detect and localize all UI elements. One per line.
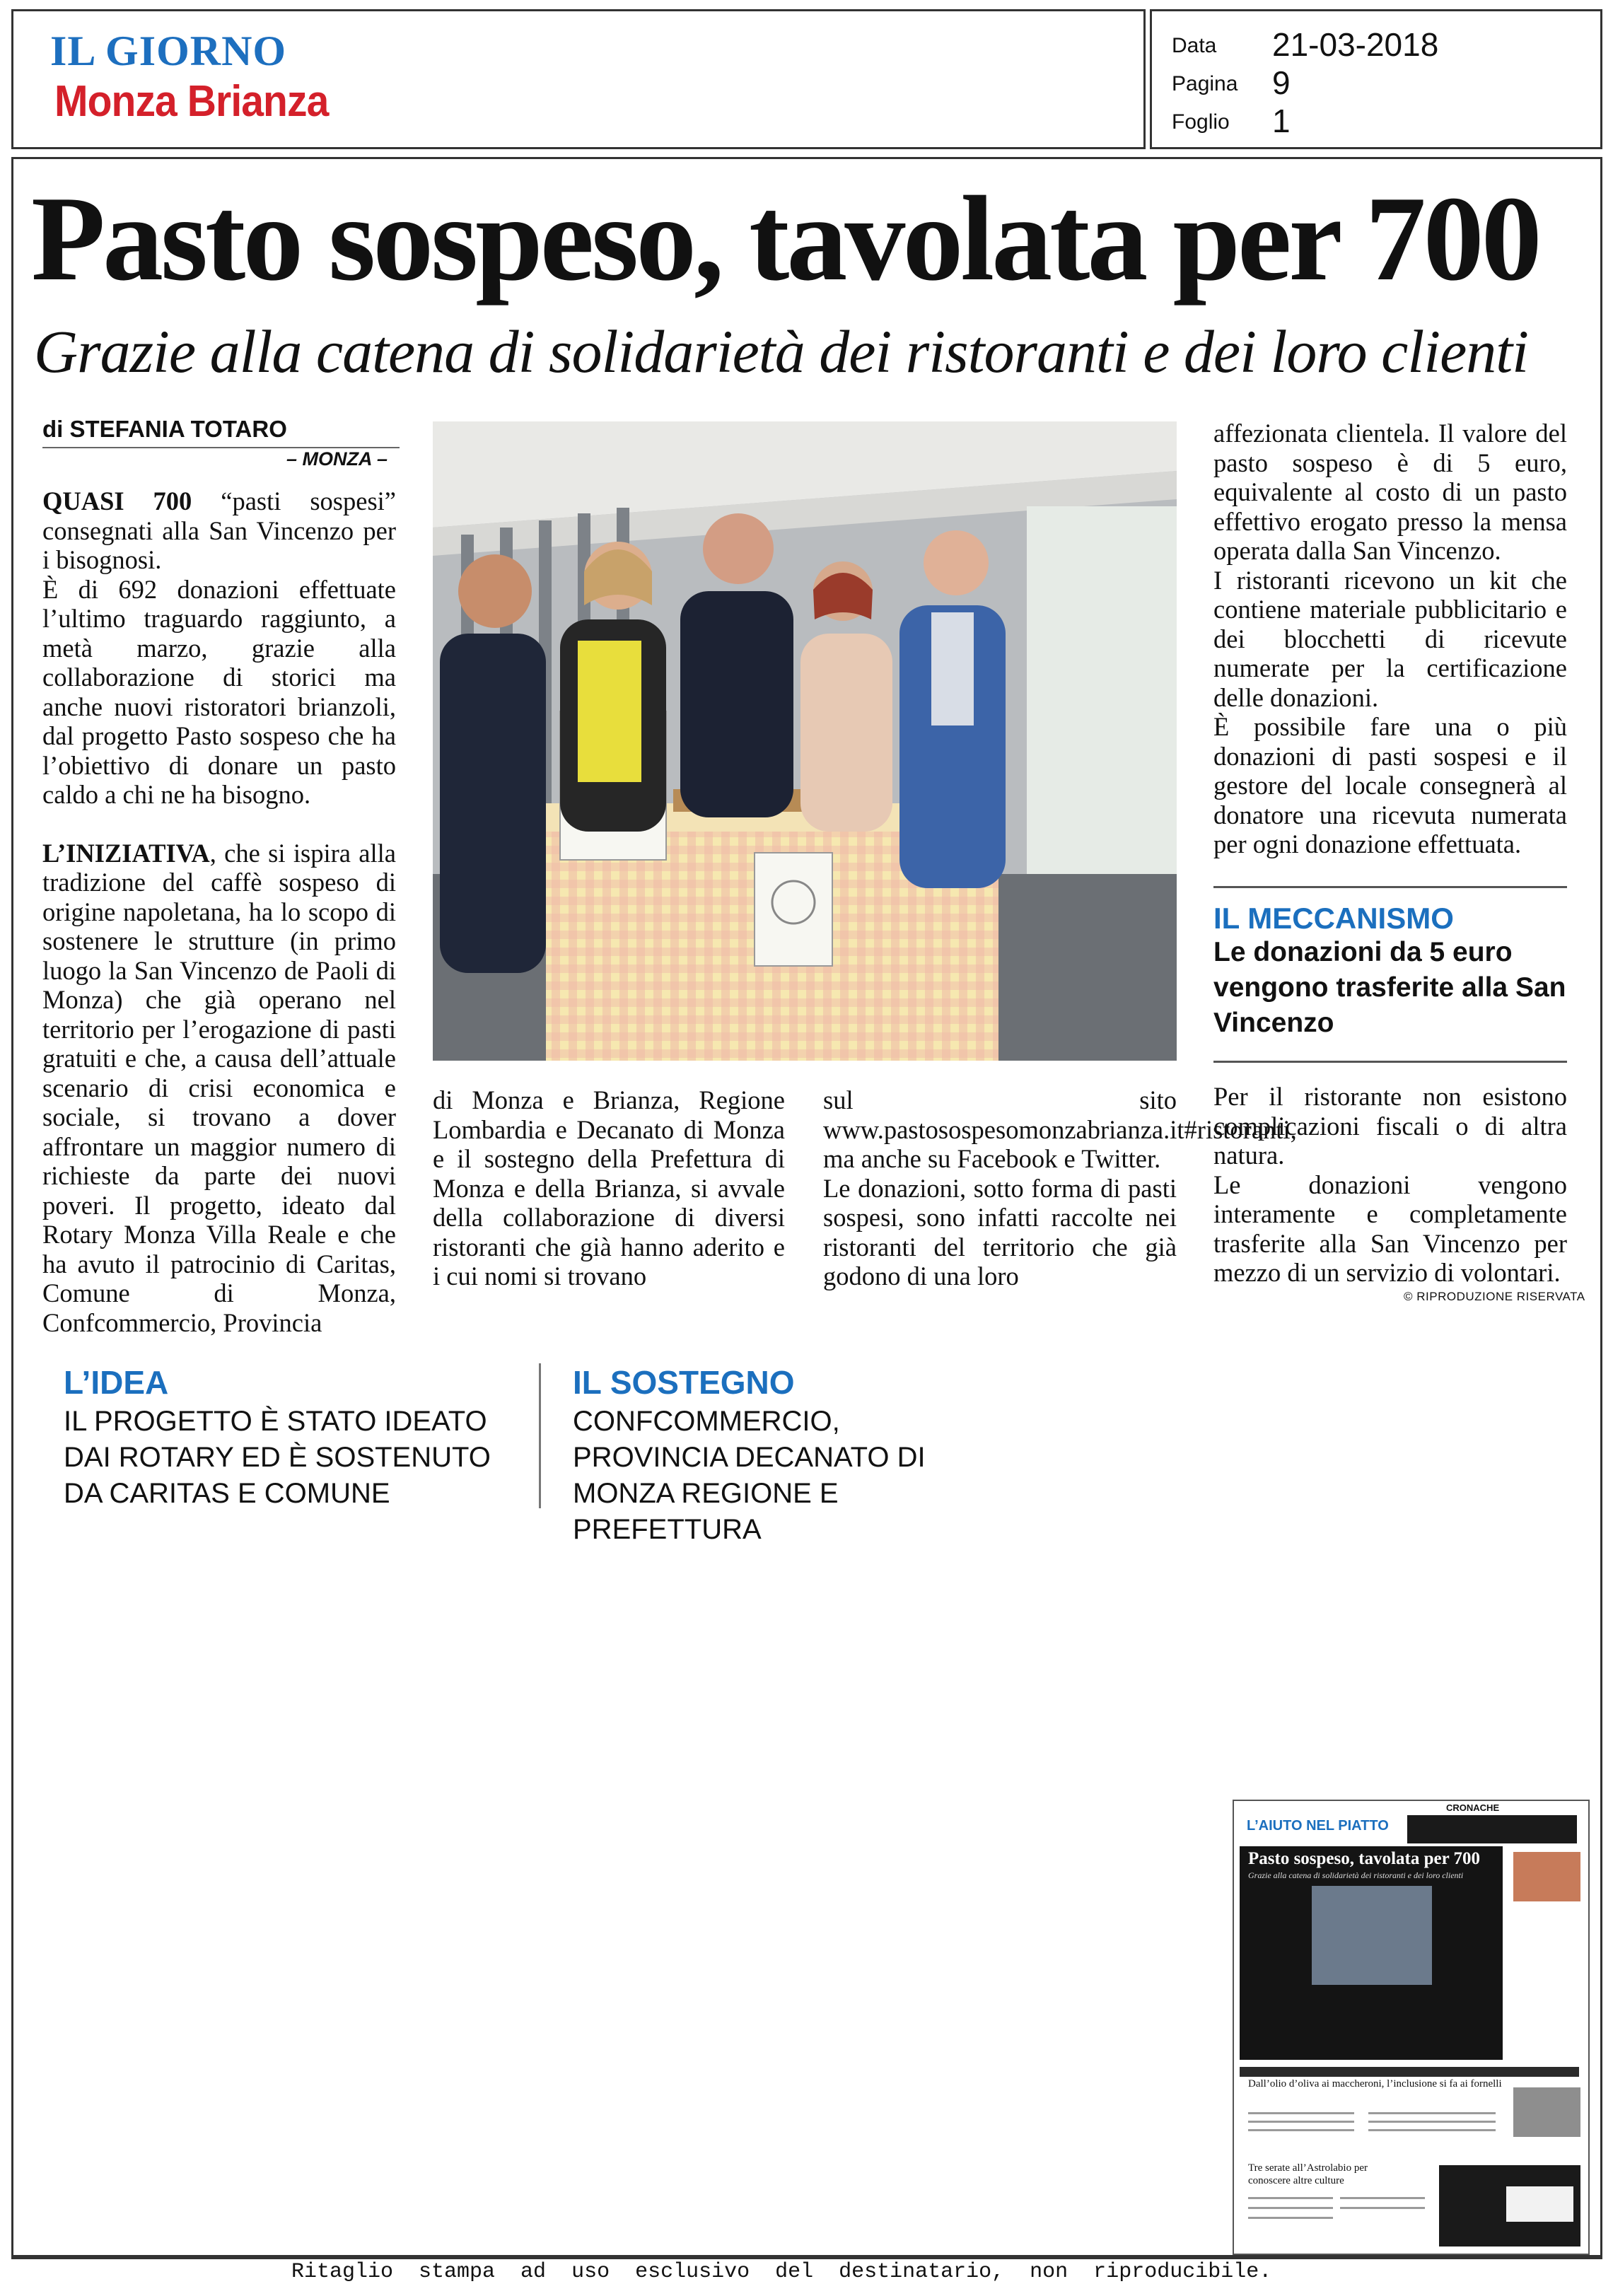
thumbnail-side-photo (1513, 1852, 1580, 1901)
date-label: Data (1172, 34, 1217, 57)
paragraph: “pasti sospesi” consegnati alla San Vincenzo per i bisognosi. (42, 486, 396, 574)
footer-notice: Ritaglio stampa ad uso esclusivo del destinatario, non riproducibile. (291, 2260, 1272, 2284)
thumbnail-third-headline: Tre serate all’Astrolabio per conoscere altre culture (1248, 2162, 1368, 2186)
thumbnail-section: CRONACHE (1446, 1802, 1500, 1813)
column-2 (433, 1085, 785, 1291)
fact-kicker-idea: L’IDEA (64, 1364, 169, 1401)
fact-kicker-support: IL SOSTEGNO (573, 1364, 795, 1401)
column-4-top (1213, 419, 1567, 859)
paragraph: Le donazioni, sotto forma di pasti sospesi, sono infatti raccolte nei ristoranti del territorio che già godono di una loro (823, 1173, 1177, 1290)
edition-name: Monza Brianza (54, 77, 329, 126)
masthead-box (11, 9, 1146, 149)
lead-in: L’INIZIATIVA (42, 838, 210, 868)
newspaper-logo: IL GIORNO (50, 28, 287, 74)
page-value: 9 (1272, 64, 1291, 101)
thumbnail-text-line (1340, 2207, 1425, 2209)
photo-illustration (433, 421, 1177, 1061)
thumbnail-text-line (1340, 2197, 1425, 2199)
box-rule-top (1213, 886, 1567, 888)
subheadline: Grazie alla catena di solidarietà dei ristoranti e dei loro clienti (34, 317, 1529, 385)
thumbnail-second-headline: Dall’olio d’oliva ai maccheroni, l’inclusione si fa ai fornelli (1248, 2078, 1502, 2090)
thumbnail-text-line (1248, 2112, 1354, 2114)
thumbnail-text-line (1248, 2217, 1333, 2219)
thumbnail-text-line (1368, 2121, 1496, 2123)
box-kicker: IL MECCANISMO (1213, 902, 1454, 935)
copyright-notice: © RIPRODUZIONE RISERVATA (1404, 1290, 1585, 1303)
thumbnail-headline: Pasto sospeso, tavolata per 700 (1248, 1849, 1481, 1868)
paragraph: È di 692 donazioni effettuate l’ultimo traguardo raggiunto, a metà marzo, grazie alla collaborazione di storici ma anche nuovi ristoratori brianzoli, dal progetto Pasto sospeso che ha l’obiettivo di donare un pasto caldo a chi ne ha bisogno. (42, 574, 396, 809)
fact-body-support: CONFCOMMERCIO, PROVINCIA DECANATO DI MONZA REGIONE E PREFETTURA (573, 1406, 926, 1545)
thumbnail-banner-block (1407, 1815, 1577, 1843)
article-photo (433, 421, 1177, 1061)
paragraph: affezionata clientela. Il valore del pasto sospeso è di 5 euro, equivalente al costo di un pasto effettivo erogato presso la mensa operata dalla San Vincenzo. (1213, 419, 1567, 565)
meta-box (1150, 9, 1602, 149)
thumbnail-text-line (1248, 2197, 1333, 2199)
paragraph: Le donazioni vengono interamente e completamente trasferite alla San Vincenzo per mezzo di un servizio di volontari. (1213, 1170, 1567, 1287)
paragraph: I ristoranti ricevono un kit che contiene materiale pubblicitario e dei blocchetti di ricevute numerate per la certificazione delle donazioni. (1213, 565, 1567, 712)
thumbnail-text-line (1368, 2129, 1496, 2131)
lead-in: QUASI 700 (42, 486, 192, 515)
paragraph: di Monza e Brianza, Regione Lombardia e Decanato di Monza e il sostegno della Prefettura di Monza e della Brianza, si avvale della collaborazione di diversi ristoranti che già hanno aderito e i cui nomi si trovano (433, 1085, 785, 1290)
page-label: Pagina (1172, 72, 1238, 95)
thumbnail-text-line (1248, 2129, 1354, 2131)
footer-rule (11, 2257, 1602, 2259)
thumbnail-second-photo (1513, 2087, 1580, 2137)
headline: Pasto sospeso, tavolata per 700 (31, 172, 1539, 306)
thumbnail-photo (1312, 1886, 1432, 1985)
thumbnail-ad-inner (1506, 2186, 1573, 2222)
column-3 (823, 1085, 1297, 1291)
thumbnail-subheadline: Grazie alla catena di solidarietà dei ristoranti e dei loro clienti (1248, 1870, 1464, 1880)
fact-body-idea: IL PROGETTO È STATO IDEATO DAI ROTARY ED È SOSTENUTO DA CARITAS E COMUNE (64, 1406, 491, 1509)
dateline: – MONZA – (286, 448, 388, 470)
byline: di STEFANIA TOTARO (42, 416, 287, 442)
thumbnail-text-line (1368, 2112, 1496, 2114)
column-4-bottom (1213, 1082, 1567, 1288)
page-thumbnail (1233, 1800, 1590, 2255)
paragraph: È possibile fare una o più donazioni di pasti sospesi e il gestore del locale consegnerà al donatore una ricevuta numerata per ogni donazione effettuata. (1213, 712, 1567, 858)
thumbnail-banner: L’AIUTO NEL PIATTO (1247, 1818, 1389, 1834)
box-title: Le donazioni da 5 euro vengono trasferite alla San Vincenzo (1213, 937, 1566, 1038)
date-value: 21-03-2018 (1272, 26, 1439, 63)
thumbnail-text-line (1248, 2207, 1333, 2209)
thumbnail-second-bar (1240, 2067, 1579, 2077)
paragraph: Per il ristorante non esistono complicazioni fiscali o di altra natura. (1213, 1082, 1567, 1170)
sheet-label: Foglio (1172, 110, 1230, 134)
paragraph: , che si ispira alla tradizione del caffè sospeso di origine napoletana, ha lo scopo di sostenere le strutture (in primo luogo la San Vincenzo de Paoli di Monza) che già operano nel territorio per l’erogazione di pasti gratuiti e che, a causa dell’attuale scenario di crisi economica e sociale, si trovano a dover affrontare un maggior numero di richieste da parte dei nuovi poveri. Il progetto, ideato dal Rotary Monza Villa Reale e che ha avuto il patrocinio di Caritas, Comune di Monza, Confcommercio, Provincia (42, 838, 396, 1337)
thumbnail-text-line (1248, 2121, 1354, 2123)
fact-divider (539, 1363, 541, 1508)
sheet-value: 1 (1272, 103, 1291, 139)
column-1 (42, 486, 396, 1337)
paragraph: sul sito www.pastosospesomonzabrianza.it#ristoranti, ma anche su Facebook e Twitter. (823, 1085, 1297, 1173)
box-rule-bottom (1213, 1061, 1567, 1063)
